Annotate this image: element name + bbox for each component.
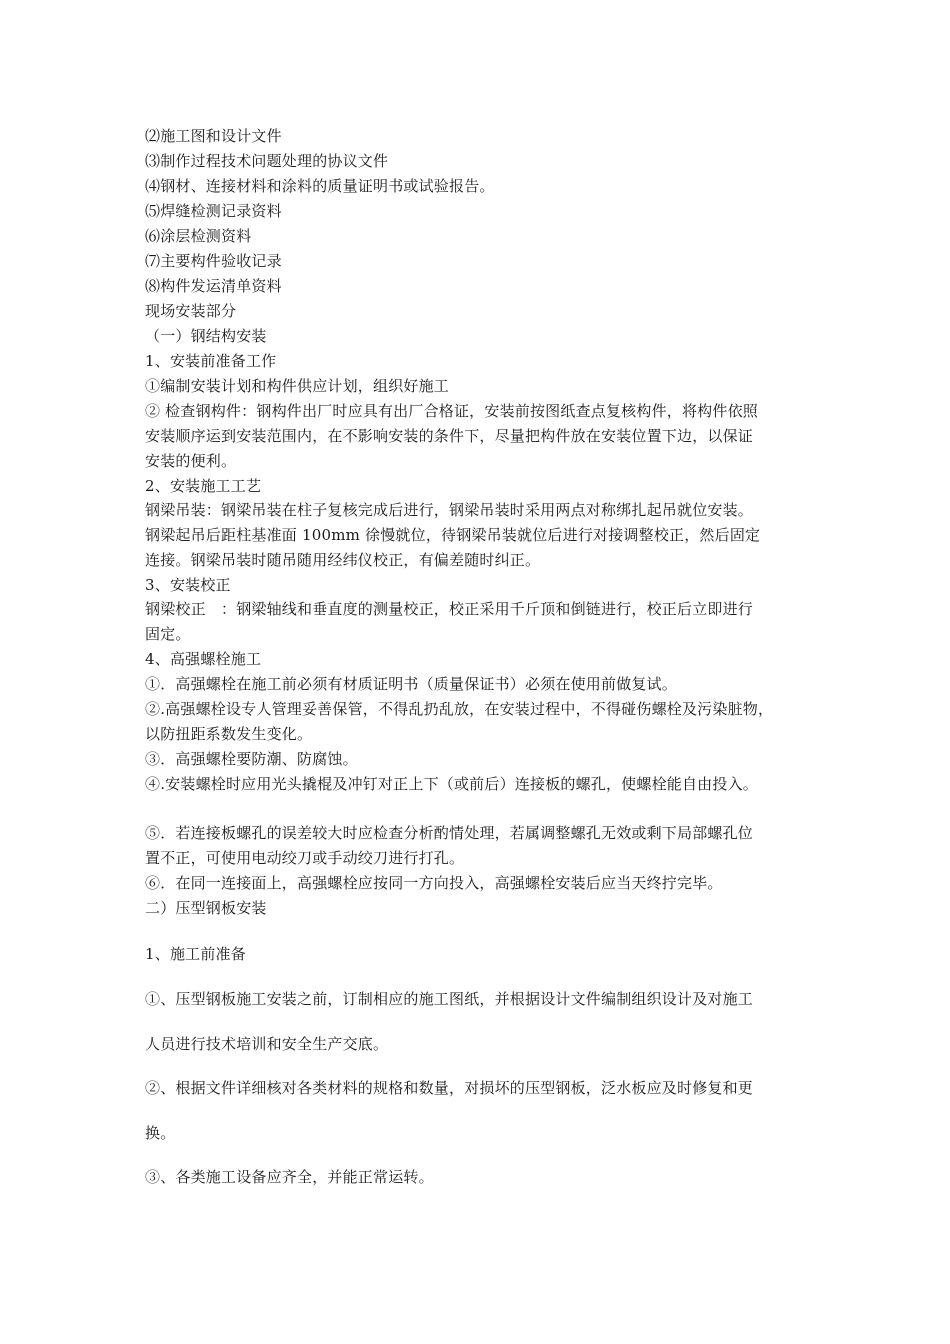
doc-line: ①．高强螺栓在施工前必须有材质证明书（质量保证书）必须在使用前做复试。 bbox=[145, 675, 678, 693]
doc-line: ⑶制作过程技术问题处理的协议文件 bbox=[145, 152, 389, 170]
doc-line: ③．高强螺栓要防潮、防腐蚀。 bbox=[145, 750, 358, 768]
doc-line: ⑻构件发运清单资料 bbox=[145, 277, 282, 295]
doc-line: ② 检查钢构件：钢构件出厂时应具有出厂合格证，安装前按图纸查点复核构件，将构件依照 bbox=[145, 402, 758, 420]
doc-line: 钢梁吊装：钢梁吊装在柱子复核完成后进行，钢梁吊装时采用两点对称绑扎起吊就位安装。 bbox=[145, 501, 754, 519]
doc-line: 置不正，可使用电动绞刀或手动绞刀进行打孔。 bbox=[145, 849, 465, 867]
subsection-heading: 2、安装施工工艺 bbox=[145, 477, 262, 495]
doc-line: 连接。钢梁吊装时随吊随用经纬仪校正，有偏差随时纠正。 bbox=[145, 551, 541, 569]
doc-line: 人员进行技术培训和安全生产交底。 bbox=[145, 1035, 389, 1053]
subsection-heading: 1、安装前准备工作 bbox=[145, 352, 277, 370]
doc-line: ⑤．若连接板螺孔的误差较大时应检查分析酌情处理，若属调整螺孔无效或剩下局部螺孔位 bbox=[145, 824, 754, 842]
doc-line: 钢梁起吊后距柱基准面 100mm 徐慢就位，待钢梁吊装就位后进行对接调整校正，然后固定 bbox=[145, 526, 761, 544]
doc-line: 以防扭距系数发生变化。 bbox=[145, 725, 313, 743]
doc-line: ④.安装螺栓时应用光头撬棍及冲钉对正上下（或前后）连接板的螺孔，使螺栓能自由投入。 bbox=[145, 775, 758, 793]
doc-line: ②、根据文件详细核对各类材料的规格和数量，对损坏的压型钢板，泛水板应及时修复和更 bbox=[145, 1079, 754, 1097]
doc-line: ⑸焊缝检测记录资料 bbox=[145, 202, 282, 220]
section-heading: 现场安装部分 bbox=[145, 302, 237, 320]
section-heading: （一）钢结构安装 bbox=[145, 327, 267, 345]
doc-line: 安装的便利。 bbox=[145, 452, 237, 470]
doc-line: 钢梁校正 ：钢梁轴线和垂直度的测量校正，校正采用千斤顶和倒链进行，校正后立即进行 bbox=[145, 600, 754, 618]
doc-line: ②.高强螺栓设专人管理妥善保管，不得乱扔乱放，在安装过程中，不得碰伤螺栓及污染脏物， bbox=[145, 700, 774, 718]
doc-line: ⑷钢材、连接材料和涂料的质量证明书或试验报告。 bbox=[145, 177, 495, 195]
doc-line: ①编制安装计划和构件供应计划，组织好施工 bbox=[145, 377, 450, 395]
subsection-heading: 4、高强螺栓施工 bbox=[145, 650, 262, 668]
subsection-heading: 3、安装校正 bbox=[145, 576, 231, 594]
subsection-heading: 1、施工前准备 bbox=[145, 945, 246, 963]
doc-line: ⑺主要构件验收记录 bbox=[145, 252, 282, 270]
section-heading: 二）压型钢板安装 bbox=[145, 899, 267, 917]
doc-line: ⑵施工图和设计文件 bbox=[145, 127, 282, 145]
doc-line: 安装顺序运到安装范围内，在不影响安装的条件下，尽量把构件放在安装位置下边，以保证 bbox=[145, 427, 754, 445]
doc-line: 固定。 bbox=[145, 625, 191, 643]
doc-line: ⑥．在同一连接面上，高强螺栓应按同一方向投入，高强螺栓安装后应当天终拧完毕。 bbox=[145, 874, 723, 892]
doc-line: 换。 bbox=[145, 1124, 176, 1142]
doc-line: ①、压型钢板施工安装之前，订制相应的施工图纸，并根据设计文件编制组织设计及对施工 bbox=[145, 990, 754, 1008]
doc-line: ⑹涂层检测资料 bbox=[145, 227, 252, 245]
doc-line: ③、各类施工设备应齐全，并能正常运转。 bbox=[145, 1168, 434, 1186]
